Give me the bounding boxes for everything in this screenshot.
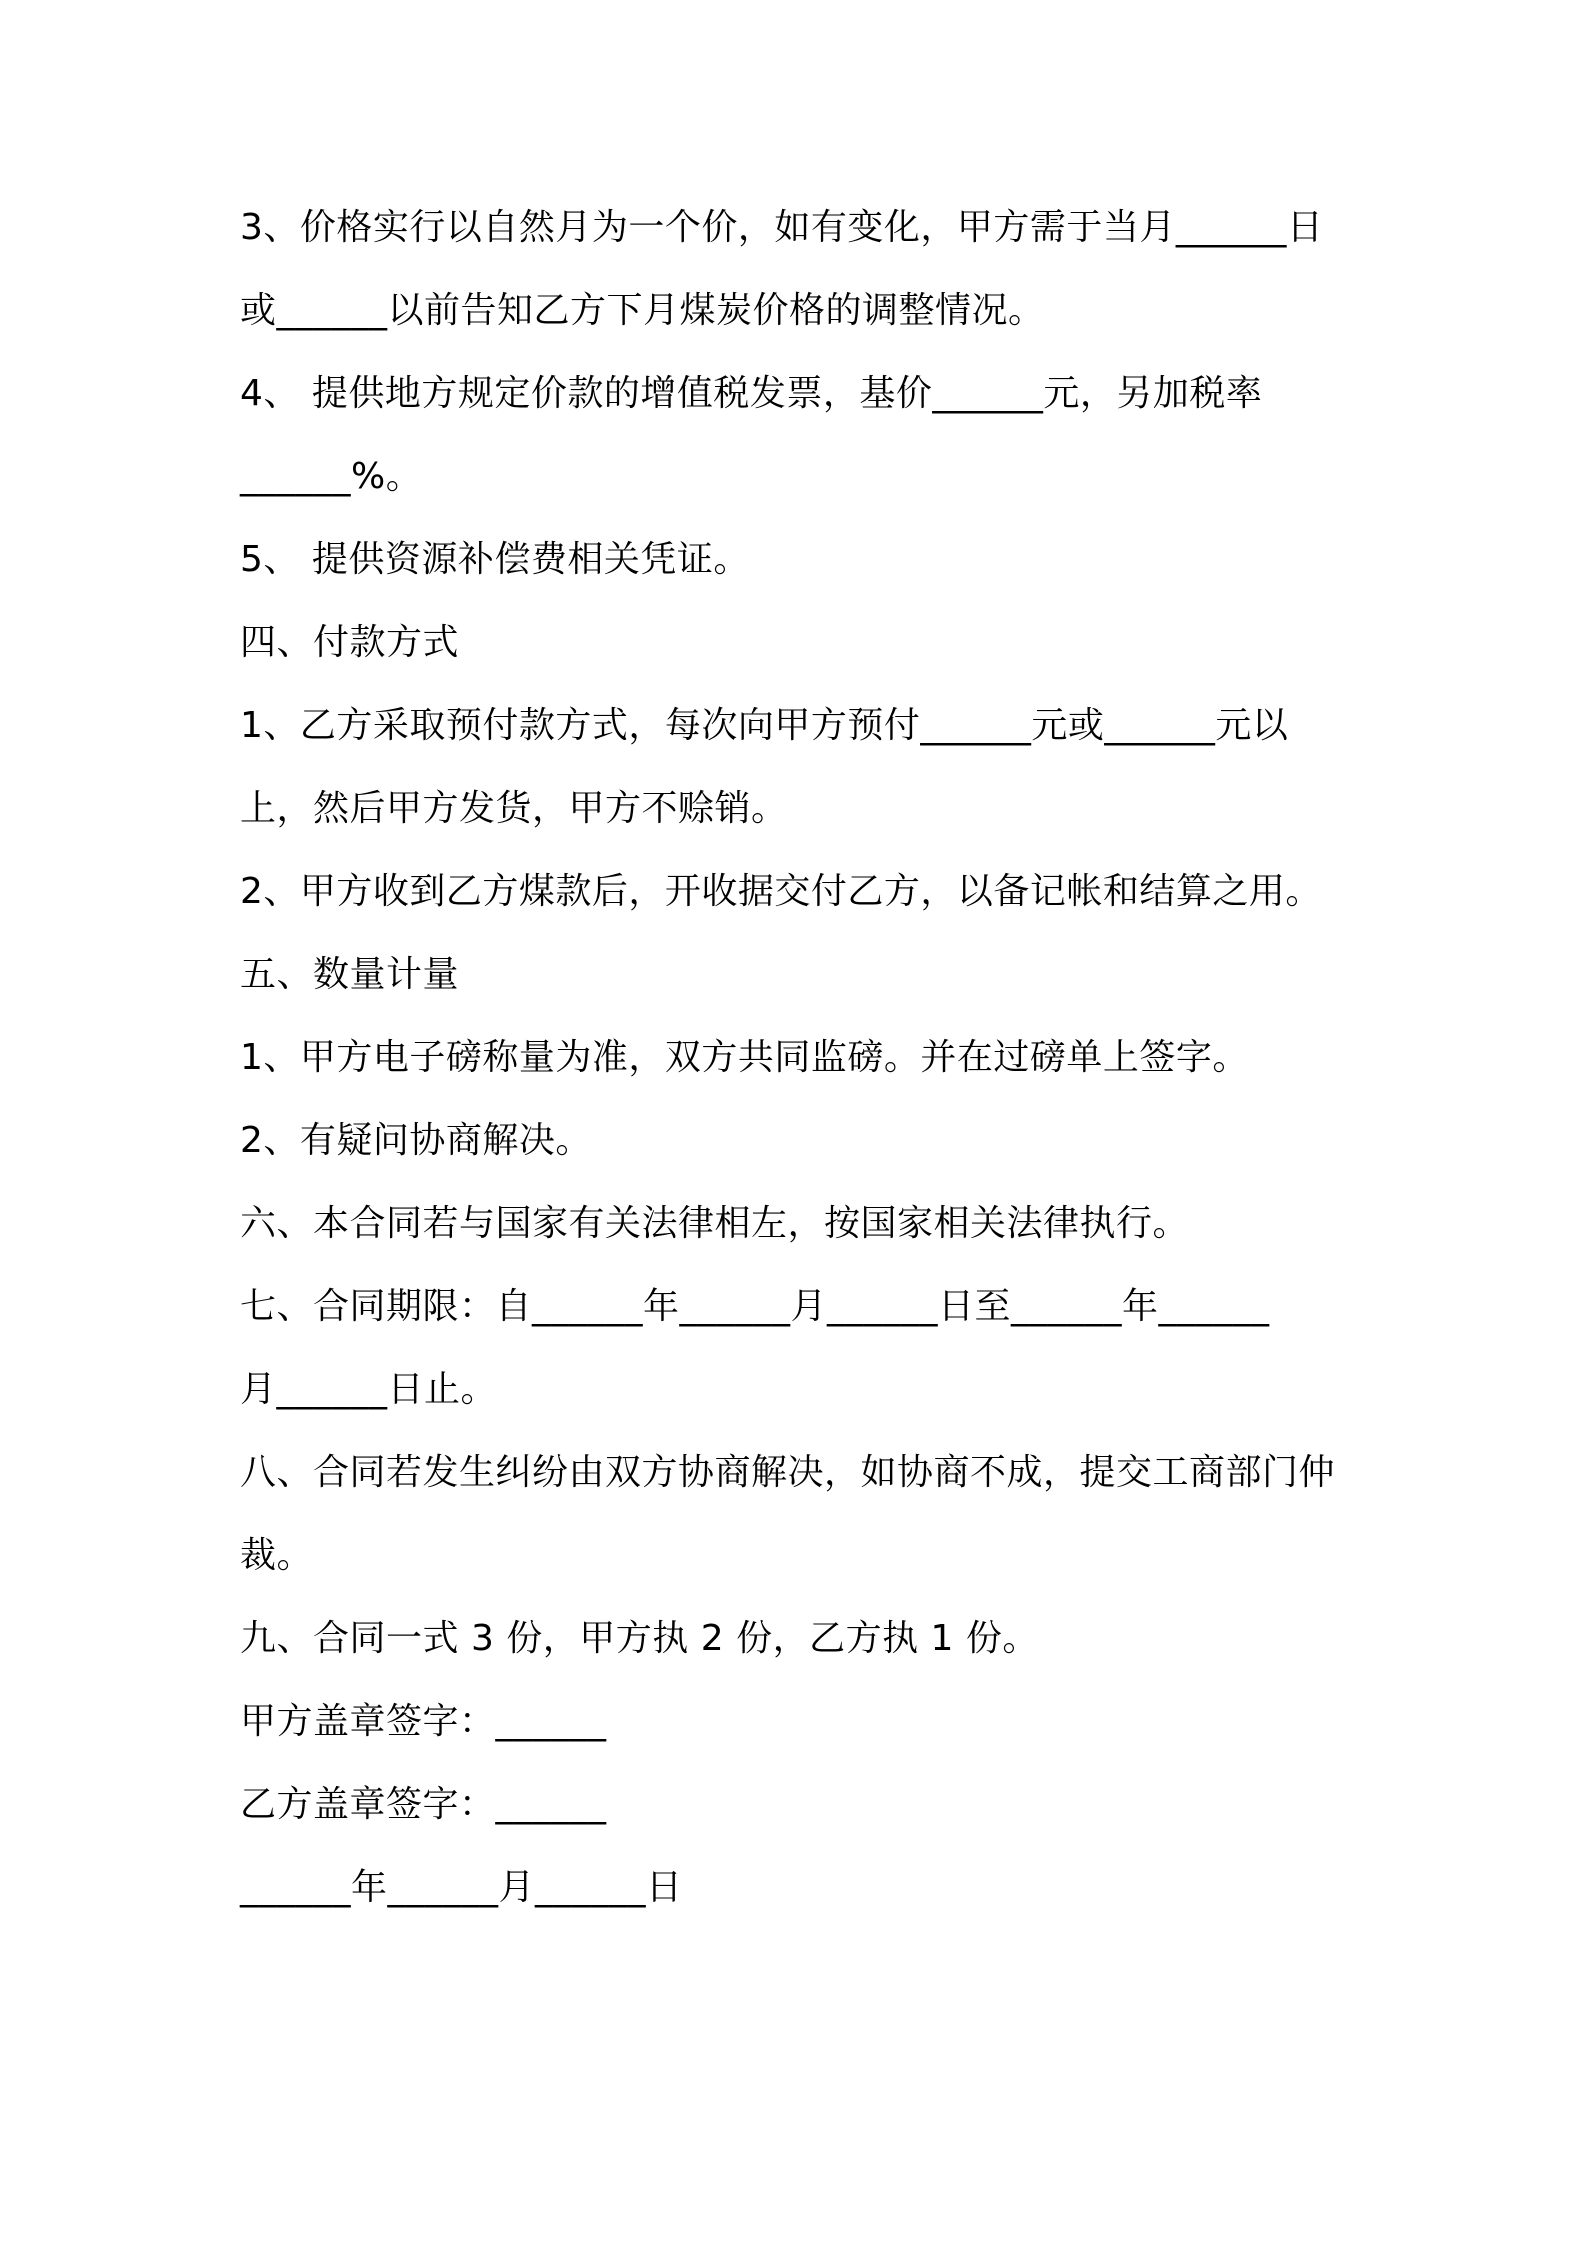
text-line: 裁。 — [240, 1535, 314, 1576]
section-heading: 六、本合同若与国家有关法律相左，按国家相关法律执行。 — [240, 1203, 1190, 1244]
section-heading: 九、合同一式 3 份，甲方执 2 份，乙方执 1 份。 — [240, 1618, 1039, 1659]
text-line: 3、价格实行以自然月为一个价，如有变化，甲方需于当月______日 — [240, 207, 1324, 248]
date-line: ______年______月______日 — [240, 1867, 683, 1908]
text-line: 1、乙方采取预付款方式，每次向甲方预付______元或______元以 — [240, 705, 1289, 746]
section-heading: 四、付款方式 — [240, 622, 460, 663]
text-line: 4、 提供地方规定价款的增值税发票，基价______元，另加税率 — [240, 373, 1263, 414]
text-line: 或______以前告知乙方下月煤炭价格的调整情况。 — [240, 290, 1045, 331]
text-line: 5、 提供资源补偿费相关凭证。 — [240, 539, 750, 580]
text-line: 月______日止。 — [240, 1369, 498, 1410]
section-heading: 七、合同期限：自______年______月______日至______年______ — [240, 1286, 1270, 1327]
text-line: 1、甲方电子磅称量为准，双方共同监磅。并在过磅单上签字。 — [240, 1037, 1249, 1078]
section-heading: 五、数量计量 — [240, 954, 460, 995]
text-line: 上，然后甲方发货，甲方不赊销。 — [240, 788, 788, 829]
party-b-signature-line: 乙方盖章签字：______ — [240, 1784, 607, 1825]
text-line: 2、甲方收到乙方煤款后，开收据交付乙方，以备记帐和结算之用。 — [240, 871, 1322, 912]
section-heading: 八、合同若发生纠纷由双方协商解决，如协商不成，提交工商部门仲 — [240, 1452, 1336, 1493]
party-a-signature-line: 甲方盖章签字：______ — [240, 1701, 607, 1742]
text-line: 2、有疑问协商解决。 — [240, 1120, 592, 1161]
text-line: ______%。 — [240, 456, 423, 497]
